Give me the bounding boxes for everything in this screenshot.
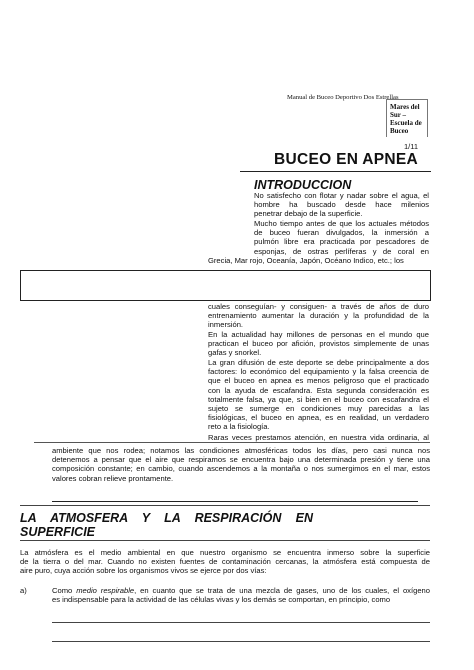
list-item-a [52,586,430,604]
text-line: La gran difusión de este deporte se debe principalmente a dos [208,358,429,367]
emphasis: medio respirable [76,586,135,595]
divider [52,641,430,642]
text-line: La atmósfera es el medio ambiental en que nuestro organismo se encuentra inmerso sobre la superficie [20,548,430,557]
text-line: practican el buceo por afición, provistos simplemente de unas [208,339,429,349]
text-line: En la actualidad hay millones de personas en el mundo que [208,330,429,339]
text-line: No satisfecho con flotar y nadar sobre el agua, el [254,191,429,200]
text-span: Como [52,586,77,595]
text-line: factores: lo económico del equipamiento y la falsa creencia de [208,367,429,377]
text-line: Mucho tiempo antes de que los actuales métodos [254,219,429,228]
text-line: hombre ha buscado desde hace milenios [254,200,429,210]
text-line: gafas y snorkel. [208,348,262,358]
text-line: penetrar debajo de la superficie. [254,209,363,219]
text-line: detenemos a pensar que el aire que respiramos se encuentra bajo una determinada presión y tiene una [52,455,430,465]
section-heading-introduccion: INTRODUCCION [254,178,352,192]
body-paragraph-6-first-line: Raras veces prestamos atención, en nuestra vida ordinaria, al [208,433,429,442]
school-name-line: Buceo [390,127,409,135]
text-span: , en cuanto que se trata de una mezcla de gases, uno de los cuales, el oxígeno [134,586,430,595]
intro-paragraph-2-continued: Grecia, Mar rojo, Oceanía, Japón, Océano Indico, etc.; los [208,256,404,265]
body-paragraph-4 [208,330,429,358]
title-underline [240,171,431,172]
text-line: fisiológicas, el buceo en apnea, es en realidad, un verdadero [208,413,429,423]
school-name [390,103,422,135]
body-paragraph-5 [208,358,429,432]
school-name-line: Mares del [390,103,420,111]
divider [20,505,430,506]
intro-paragraph-2 [254,219,429,256]
manual-title: Manual de Buceo Deportivo Dos Estrellas [287,94,399,101]
text-line: de buceo fueran divulgados, la inmersión a [254,228,429,238]
intro-paragraph-1 [254,191,429,219]
list-marker: a) [20,586,27,595]
document-title: BUCEO EN APNEA [274,151,419,168]
divider [20,540,430,541]
body-paragraph-6 [52,446,430,483]
school-name-line: Sur – [390,111,407,119]
text-line: sujeto se sumerge en condiciones muy parecidas a las [208,404,429,414]
page-number: 1/11 [404,142,419,151]
text-line: valores cobran relieve prontamente. [52,473,174,483]
section-heading-atmosfera [20,511,313,539]
text-line: esponjas, de ostras perlíferas y de coral en [254,246,429,256]
text-line: composición constante; en cambio, cuando ascendemos a la montaña o nos sumergimos en el mar, estos [52,464,430,474]
text-line: aire puro, cuya acción sobre los organismos vivos se ejerce por dos vías: [20,566,267,576]
text-line: cuales conseguían- y consiguen- a través de años de duro [208,302,429,311]
divider [34,442,430,443]
text-line: pulmón libre era practicada por pescadores de [254,237,429,247]
section-title-line: SUPERFICIE [20,525,96,539]
text-line: totalmente falsa, ya que, si bien en el buceo con escafandra el [208,394,429,404]
divider [52,622,430,623]
school-name-line: Escuela de [390,119,422,127]
text-line: es indispensable para la actividad de las células vivas y los demás se comportan, en principio, como [52,595,391,605]
text-line: con la ayuda de escafandra. Esta segunda consideración es [208,385,429,395]
divider [52,501,418,502]
section2-paragraph-1 [20,548,430,576]
text-line: inmersión. [208,320,244,330]
text-line: reto a la fisiología. [208,422,270,432]
text-line [52,586,430,595]
blank-box [20,270,431,301]
body-paragraph-3 [208,302,429,330]
text-line: de la tierra o del mar. Cuando no existen fuentes de contaminación cercanas, la atmósfera está compuesta de [20,557,430,567]
section-title-line: LA ATMOSFERA Y LA RESPIRACIÓN EN [20,511,313,525]
text-line: que el buceo en apnea es menos peligroso que el practicado [208,376,429,386]
text-line: entrenamiento aumentar la duración y la profundidad de la [208,311,429,321]
text-line: ambiente que nos rodea; notamos las condiciones atmosféricas todos los días, pero casi nunca nos [52,446,430,455]
